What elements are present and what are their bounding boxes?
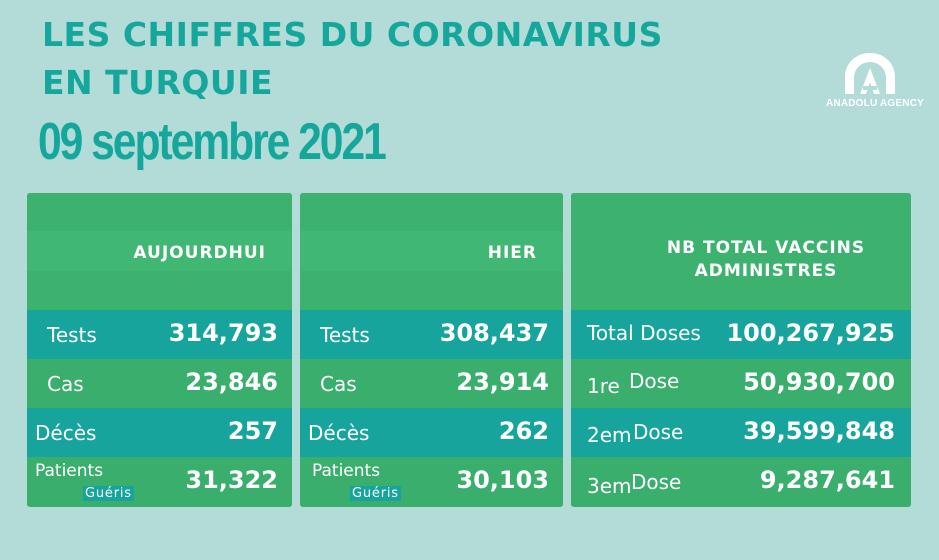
- row-value: 30,103: [456, 466, 549, 494]
- vaccines-dose1-row: [571, 359, 911, 408]
- row-sublabel: Guéris: [85, 486, 132, 501]
- row-label: Total Doses: [587, 321, 701, 345]
- row-value: 23,846: [185, 368, 278, 396]
- dose-ordinal: 3em: [587, 474, 632, 498]
- vaccines-header: [571, 193, 911, 310]
- row-value: 39,599,848: [743, 417, 895, 445]
- row-value: 308,437: [439, 319, 549, 347]
- yesterday-recovered-row: [300, 457, 563, 506]
- today-header: [27, 193, 292, 310]
- dose-ordinal: 2em: [587, 423, 632, 447]
- row-label: Patients: [35, 461, 104, 481]
- anadolu-agency-logo: [826, 50, 924, 120]
- row-value: 100,267,925: [726, 319, 895, 347]
- row-label: Cas: [320, 372, 357, 396]
- yesterday-header: [300, 193, 563, 310]
- yesterday-header-label: HIER: [487, 243, 537, 263]
- today-header-label: AUJOURDHUI: [133, 243, 266, 263]
- logo-brand-text: ANADOLU AGENCY: [826, 98, 924, 109]
- vaccines-header-line-2: ADMINISTRES: [694, 260, 838, 281]
- today-recovered-row: [27, 457, 292, 506]
- yesterday-panel: [300, 193, 563, 507]
- yesterday-deaths-row: [300, 408, 563, 457]
- today-cases-row: [27, 359, 292, 408]
- row-value: 9,287,641: [759, 466, 895, 494]
- row-label: Cas: [47, 372, 84, 396]
- yesterday-tests-row: [300, 310, 563, 359]
- vaccines-dose2-row: [571, 408, 911, 457]
- row-label: Tests: [320, 323, 370, 347]
- row-value: 262: [498, 417, 549, 445]
- row-label: Dose: [633, 420, 684, 444]
- row-label: Dose: [631, 470, 682, 494]
- vaccines-dose3-row: [571, 457, 911, 506]
- row-value: 50,930,700: [743, 368, 895, 396]
- row-value: 314,793: [168, 319, 278, 347]
- title-line-2: EN TURQUIE: [42, 63, 274, 102]
- vaccines-total-row: [571, 310, 911, 359]
- row-label: Décès: [33, 421, 102, 445]
- anadolu-logo-icon: [841, 50, 899, 96]
- row-label: Patients: [312, 461, 381, 481]
- report-date: 09 septembre 2021: [38, 113, 385, 171]
- today-panel: [27, 193, 292, 507]
- row-label: Décès: [306, 421, 375, 445]
- dose-ordinal: 1re: [587, 374, 620, 398]
- row-label: Tests: [47, 323, 97, 347]
- row-value: 257: [227, 417, 278, 445]
- title-line-1: LES CHIFFRES DU CORONAVIRUS: [42, 15, 663, 54]
- row-label: Dose: [629, 369, 680, 393]
- row-sublabel: Guéris: [352, 486, 399, 501]
- today-tests-row: [27, 310, 292, 359]
- row-value: 23,914: [456, 368, 549, 396]
- vaccines-panel: [571, 193, 911, 507]
- row-value: 31,322: [185, 466, 278, 494]
- yesterday-cases-row: [300, 359, 563, 408]
- vaccines-header-line-1: NB TOTAL VACCINS: [666, 238, 866, 258]
- today-deaths-row: [27, 408, 292, 457]
- vaccines-header-label: [571, 237, 911, 283]
